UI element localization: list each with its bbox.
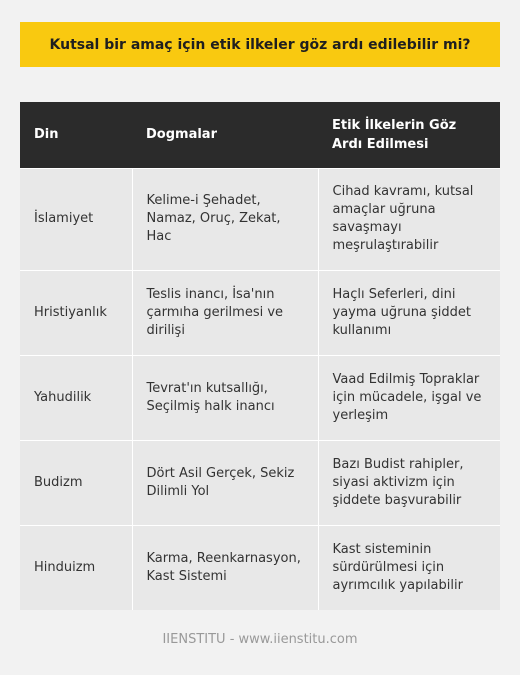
header-din: Din xyxy=(34,127,59,143)
cell-dogmas: Teslis inancı, İsa'nın çarmıha gerilmesi ve dirilişi xyxy=(132,270,318,355)
header-dogmalar: Dogmalar xyxy=(146,127,217,143)
header-etik: Etik İlkelerin Göz Ardı Edilmesi xyxy=(332,117,457,152)
table-header-row xyxy=(20,102,500,168)
table-row xyxy=(20,168,500,270)
footer-text: IIENSTITU - www.iienstitu.com xyxy=(162,632,358,647)
cell-religion: İslamiyet xyxy=(34,211,94,226)
cell-religion: Hinduizm xyxy=(34,559,96,575)
cell-religion: Budizm xyxy=(34,474,83,490)
religion-ethics-table xyxy=(20,102,500,610)
table-row xyxy=(20,440,500,525)
cell-religion: Yahudilik xyxy=(34,389,92,405)
cell-ethics: Kast sisteminin sürdürülmesi için ayrımcılık yapılabilir xyxy=(318,525,500,610)
table-row xyxy=(20,525,500,610)
table-row xyxy=(20,355,500,440)
cell-ethics: Cihad kavramı, kutsal amaçlar uğruna savaşmayı meşrulaştırabilir xyxy=(318,168,500,270)
cell-dogmas: Kelime-i Şehadet, Namaz, Oruç, Zekat, Hac xyxy=(132,168,318,270)
page-title: Kutsal bir amaç için etik ilkeler göz ardı edilebilir mi? xyxy=(20,22,500,67)
cell-ethics: Bazı Budist rahipler, siyasi aktivizm için şiddete başvurabilir xyxy=(318,440,500,525)
cell-ethics: Vaad Edilmiş Topraklar için mücadele, işgal ve yerleşim xyxy=(318,355,500,440)
cell-ethics: Haçlı Seferleri, dini yayma uğruna şiddet kullanımı xyxy=(318,270,500,355)
table-row xyxy=(20,270,500,355)
cell-dogmas: Tevrat'ın kutsallığı, Seçilmiş halk inancı xyxy=(132,355,318,440)
cell-dogmas: Dört Asil Gerçek, Sekiz Dilimli Yol xyxy=(132,440,318,525)
cell-dogmas: Karma, Reenkarnasyon, Kast Sistemi xyxy=(132,525,318,610)
cell-religion: Hristiyanlık xyxy=(34,304,107,320)
